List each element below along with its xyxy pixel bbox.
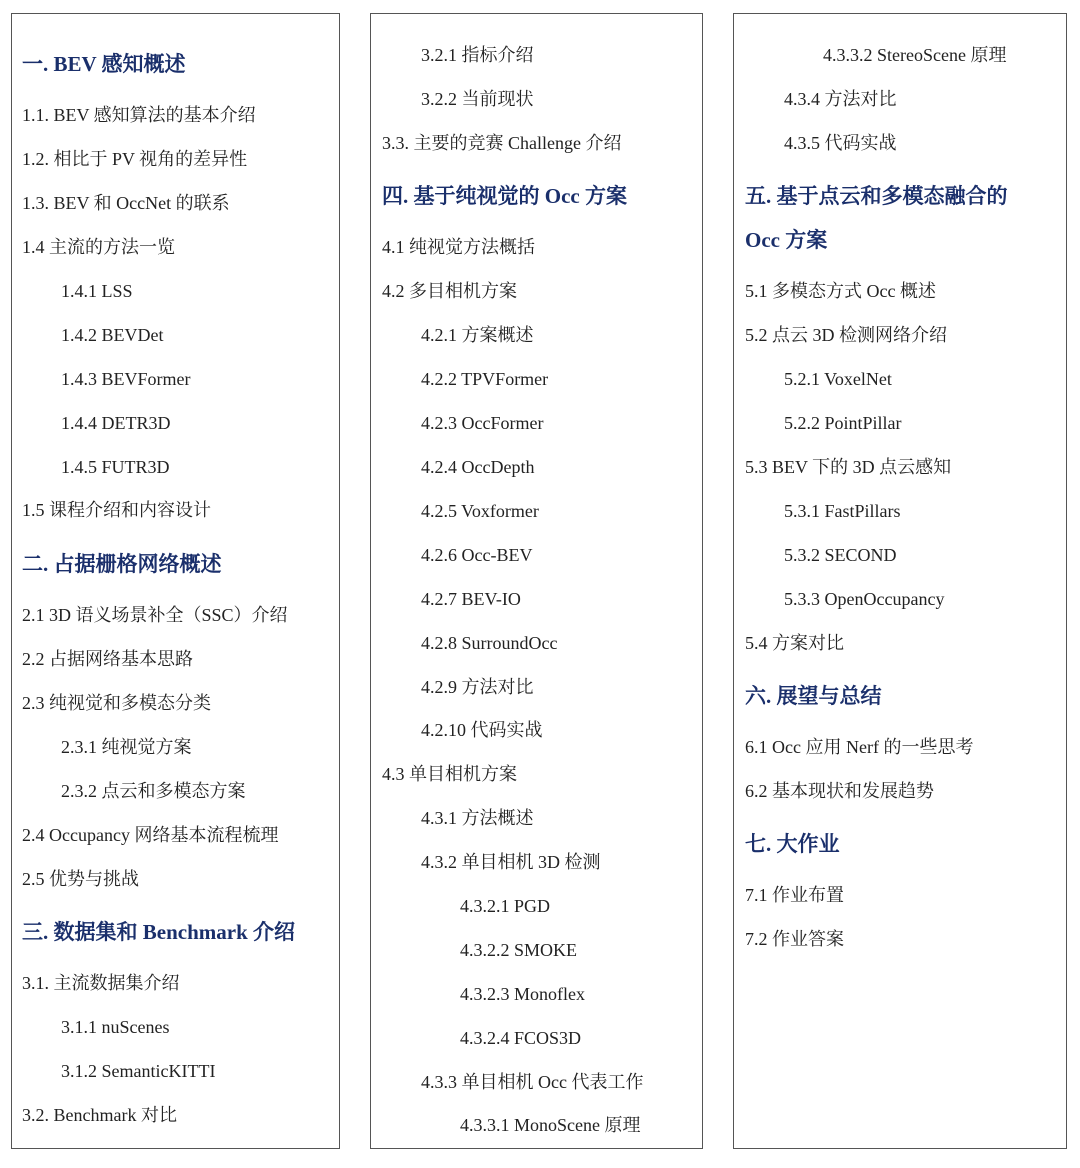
toc-entry: 3.2.1 指标介绍: [421, 45, 534, 65]
toc-entry: 4.3.2.3 Monoflex: [460, 984, 585, 1004]
toc-entry: 4.2.9 方法对比: [421, 677, 534, 697]
toc-entry: 5.2.2 PointPillar: [784, 413, 902, 433]
toc-column-3: [733, 13, 1067, 1149]
toc-entry: 4.3.3 单目相机 Occ 代表工作: [421, 1072, 644, 1092]
toc-entry: 4.3.3.2 StereoScene 原理: [823, 45, 1007, 65]
toc-heading: 四. 基于纯视觉的 Occ 方案: [382, 184, 627, 208]
toc-heading: 二. 占据栅格网络概述: [22, 552, 222, 576]
toc-entry: 3.3. 主要的竞赛 Challenge 介绍: [382, 133, 622, 153]
toc-entry: 2.2 占据网络基本思路: [22, 649, 193, 669]
toc-entry: 4.2.10 代码实战: [421, 720, 543, 740]
toc-entry: 4.3.2.1 PGD: [460, 896, 551, 916]
toc-entry: 6.1 Occ 应用 Nerf 的一些思考: [745, 737, 974, 757]
toc-entry: 5.3.2 SECOND: [784, 545, 897, 565]
toc-entry: 4.2.7 BEV-IO: [421, 589, 521, 609]
toc-entry: 4.3.1 方法概述: [421, 808, 534, 828]
toc-entry: 2.3.2 点云和多模态方案: [61, 781, 246, 801]
toc-heading: 七. 大作业: [745, 832, 840, 856]
toc-entry: 4.2.6 Occ-BEV: [421, 545, 533, 565]
toc-entry: 1.4.4 DETR3D: [61, 413, 171, 433]
toc-entry: 1.4.1 LSS: [61, 281, 133, 301]
toc-entry: 4.1 纯视觉方法概括: [382, 237, 535, 257]
toc-entry: 1.1. BEV 感知算法的基本介绍: [22, 105, 256, 125]
toc-entry: 4.3.2.2 SMOKE: [460, 940, 578, 960]
toc-heading: 一. BEV 感知概述: [22, 52, 186, 76]
toc-entry: 4.2.8 SurroundOcc: [421, 633, 558, 653]
toc-entry: 3.2.2 当前现状: [421, 89, 534, 109]
toc-entry: 3.1.1 nuScenes: [61, 1017, 170, 1037]
toc-entry: 3.1.2 SemanticKITTI: [61, 1061, 216, 1081]
toc-entry: 4.3.5 代码实战: [784, 133, 897, 153]
toc-entry: 4.3.2.4 FCOS3D: [460, 1028, 582, 1048]
toc-entry: 1.5 课程介绍和内容设计: [22, 500, 211, 520]
toc-entry: 1.4 主流的方法一览: [22, 237, 175, 257]
toc-entry: 4.2.5 Voxformer: [421, 501, 539, 521]
toc-entry: 4.3.3.1 MonoScene 原理: [460, 1115, 641, 1135]
toc-column-1: [11, 13, 340, 1149]
toc-entry: 4.2.1 方案概述: [421, 325, 534, 345]
toc-entry: 5.3 BEV 下的 3D 点云感知: [745, 457, 952, 477]
toc-entry: 7.1 作业布置: [745, 885, 844, 905]
toc-entry: 5.4 方案对比: [745, 633, 844, 653]
toc-entry: 2.1 3D 语义场景补全（SSC）介绍: [22, 605, 288, 625]
toc-entry: 2.5 优势与挑战: [22, 869, 139, 889]
toc-entry: 1.4.2 BEVDet: [61, 325, 164, 345]
toc-entry: 3.2. Benchmark 对比: [22, 1105, 177, 1125]
toc-entry: 5.2.1 VoxelNet: [784, 369, 892, 389]
toc-entry: 5.1 多模态方式 Occ 概述: [745, 281, 936, 301]
toc-entry: 1.4.5 FUTR3D: [61, 457, 170, 477]
toc-column-2: [370, 13, 703, 1149]
toc-entry: 4.2.3 OccFormer: [421, 413, 544, 433]
toc-entry: 2.3.1 纯视觉方案: [61, 737, 192, 757]
toc-entry: 4.2.4 OccDepth: [421, 457, 535, 477]
toc-entry: 4.3.2 单目相机 3D 检测: [421, 852, 601, 872]
toc-entry: 5.3.1 FastPillars: [784, 501, 901, 521]
toc-entry: 4.2.2 TPVFormer: [421, 369, 549, 389]
toc-entry: 3.1. 主流数据集介绍: [22, 973, 180, 993]
toc-entry: 4.3 单目相机方案: [382, 764, 517, 784]
toc-heading: 五. 基于点云和多模态融合的: [745, 184, 1008, 208]
toc-entry: 7.2 作业答案: [745, 929, 844, 949]
toc-entry: 4.3.4 方法对比: [784, 89, 897, 109]
toc-entry: 2.4 Occupancy 网络基本流程梳理: [22, 825, 279, 845]
toc-entry: 4.2 多目相机方案: [382, 281, 517, 301]
toc-entry: 5.3.3 OpenOccupancy: [784, 589, 945, 609]
toc-entry: 1.2. 相比于 PV 视角的差异性: [22, 149, 248, 169]
toc-entry: 2.3 纯视觉和多模态分类: [22, 693, 211, 713]
toc-entry: 1.4.3 BEVFormer: [61, 369, 191, 389]
toc-entry: 6.2 基本现状和发展趋势: [745, 781, 934, 801]
toc-entry: 5.2 点云 3D 检测网络介绍: [745, 325, 947, 345]
toc-entry: 1.3. BEV 和 OccNet 的联系: [22, 193, 230, 213]
toc-heading: Occ 方案: [745, 228, 828, 252]
toc-heading: 六. 展望与总结: [745, 684, 882, 708]
toc-heading: 三. 数据集和 Benchmark 介绍: [22, 920, 295, 944]
